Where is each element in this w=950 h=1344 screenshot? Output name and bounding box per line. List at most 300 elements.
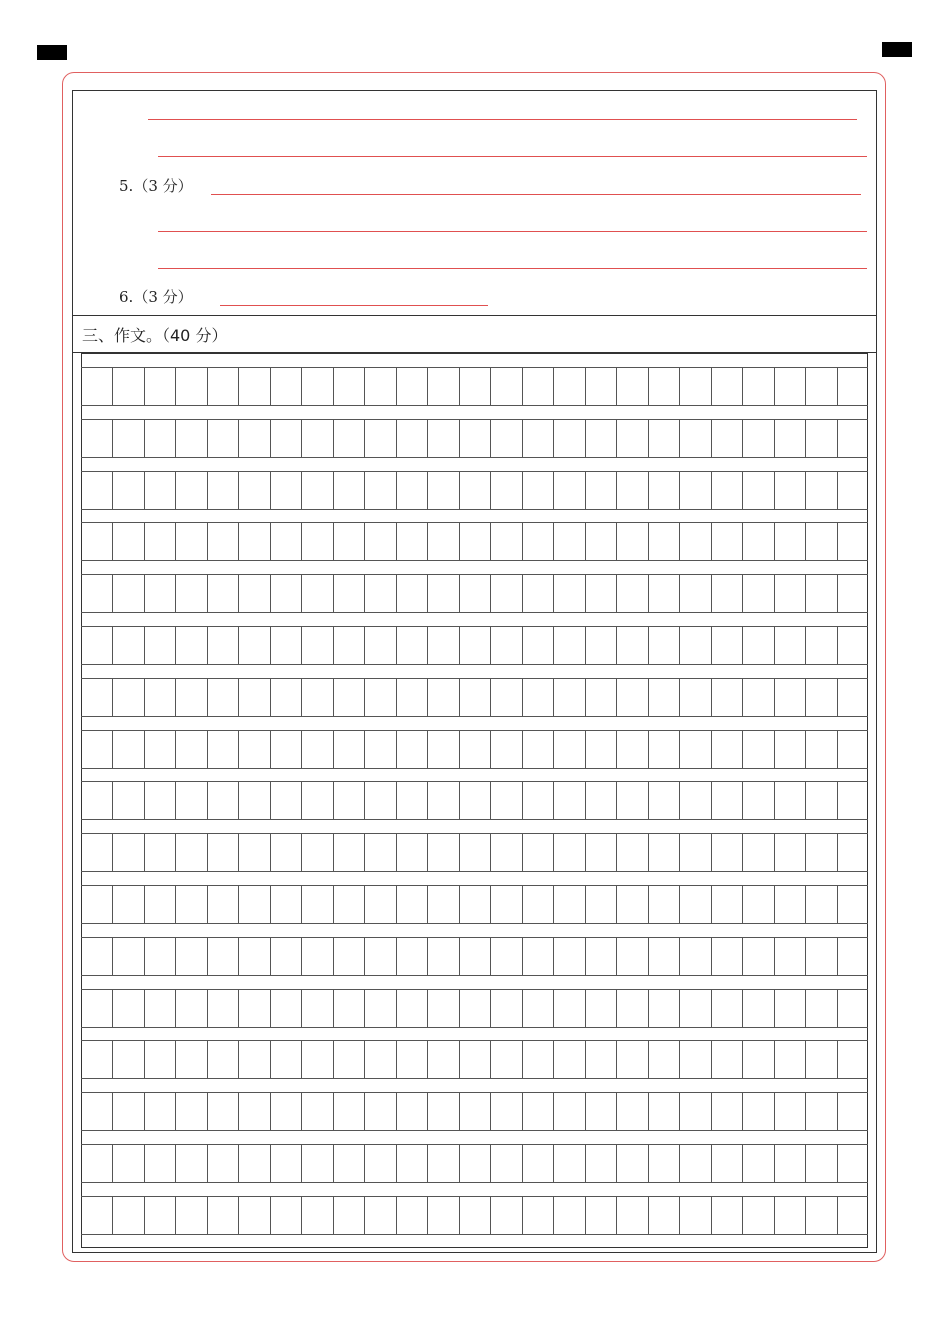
grid-cell-divider bbox=[553, 472, 554, 509]
grid-row[interactable] bbox=[81, 367, 868, 406]
grid-cell-divider bbox=[175, 1145, 176, 1182]
grid-cell-divider bbox=[711, 627, 712, 664]
grid-cell-divider bbox=[742, 1041, 743, 1078]
grid-cell-divider bbox=[175, 523, 176, 560]
grid-cell-divider bbox=[238, 782, 239, 819]
grid-row[interactable] bbox=[81, 937, 868, 976]
grid-cell-divider bbox=[585, 886, 586, 923]
grid-cell-divider bbox=[364, 368, 365, 405]
grid-cell-divider bbox=[207, 1041, 208, 1078]
grid-cell-divider bbox=[616, 679, 617, 716]
grid-cell-divider bbox=[175, 627, 176, 664]
grid-cell-divider bbox=[144, 990, 145, 1027]
grid-cell-divider bbox=[459, 1093, 460, 1130]
grid-cell-divider bbox=[364, 575, 365, 612]
grid-cell-divider bbox=[396, 627, 397, 664]
grid-row[interactable] bbox=[81, 781, 868, 820]
grid-cell-divider bbox=[112, 886, 113, 923]
grid-cell-divider bbox=[238, 990, 239, 1027]
grid-cell-divider bbox=[742, 1197, 743, 1234]
grid-cell-divider bbox=[270, 938, 271, 975]
grid-cell-divider bbox=[679, 782, 680, 819]
grid-cell-divider bbox=[427, 1145, 428, 1182]
grid-cell-divider bbox=[837, 1041, 838, 1078]
grid-row[interactable] bbox=[81, 1144, 868, 1183]
grid-cell-divider bbox=[144, 1145, 145, 1182]
grid-cell-divider bbox=[207, 990, 208, 1027]
grid-cell-divider bbox=[333, 523, 334, 560]
grid-cell-divider bbox=[805, 886, 806, 923]
grid-cell-divider bbox=[364, 731, 365, 768]
question-6-answer-line[interactable] bbox=[220, 305, 488, 306]
grid-cell-divider bbox=[837, 523, 838, 560]
grid-cell-divider bbox=[774, 782, 775, 819]
grid-cell-divider bbox=[805, 834, 806, 871]
grid-cell-divider bbox=[774, 679, 775, 716]
grid-cell-divider bbox=[742, 731, 743, 768]
grid-cell-divider bbox=[837, 1145, 838, 1182]
grid-cell-divider bbox=[427, 834, 428, 871]
grid-cell-divider bbox=[585, 938, 586, 975]
grid-cell-divider bbox=[175, 420, 176, 457]
grid-cell-divider bbox=[364, 1145, 365, 1182]
grid-cell-divider bbox=[238, 1041, 239, 1078]
grid-cell-divider bbox=[616, 886, 617, 923]
grid-cell-divider bbox=[585, 679, 586, 716]
grid-cell-divider bbox=[207, 938, 208, 975]
grid-cell-divider bbox=[490, 938, 491, 975]
grid-cell-divider bbox=[396, 886, 397, 923]
grid-row[interactable] bbox=[81, 678, 868, 717]
grid-cell-divider bbox=[711, 1197, 712, 1234]
grid-cell-divider bbox=[112, 575, 113, 612]
grid-cell-divider bbox=[459, 1145, 460, 1182]
grid-cell-divider bbox=[144, 938, 145, 975]
grid-row[interactable] bbox=[81, 522, 868, 561]
grid-cell-divider bbox=[837, 472, 838, 509]
grid-cell-divider bbox=[553, 368, 554, 405]
grid-cell-divider bbox=[616, 627, 617, 664]
grid-cell-divider bbox=[522, 1041, 523, 1078]
grid-cell-divider bbox=[585, 368, 586, 405]
grid-cell-divider bbox=[522, 782, 523, 819]
grid-cell-divider bbox=[679, 523, 680, 560]
grid-cell-divider bbox=[112, 1145, 113, 1182]
grid-cell-divider bbox=[553, 1093, 554, 1130]
grid-cell-divider bbox=[648, 523, 649, 560]
grid-cell-divider bbox=[270, 782, 271, 819]
grid-cell-divider bbox=[238, 938, 239, 975]
grid-cell-divider bbox=[427, 679, 428, 716]
grid-cell-divider bbox=[837, 679, 838, 716]
grid-cell-divider bbox=[774, 1041, 775, 1078]
grid-cell-divider bbox=[522, 990, 523, 1027]
grid-cell-divider bbox=[301, 1145, 302, 1182]
grid-cell-divider bbox=[427, 1093, 428, 1130]
grid-cell-divider bbox=[648, 1093, 649, 1130]
grid-cell-divider bbox=[522, 368, 523, 405]
grid-cell-divider bbox=[490, 679, 491, 716]
grid-cell-divider bbox=[238, 627, 239, 664]
grid-cell-divider bbox=[805, 523, 806, 560]
question-5-answer-line[interactable] bbox=[158, 268, 867, 269]
grid-cell-divider bbox=[207, 420, 208, 457]
grid-cell-divider bbox=[396, 368, 397, 405]
grid-row[interactable] bbox=[81, 989, 868, 1028]
grid-cell-divider bbox=[711, 368, 712, 405]
grid-cell-divider bbox=[207, 523, 208, 560]
grid-cell-divider bbox=[144, 523, 145, 560]
grid-cell-divider bbox=[112, 368, 113, 405]
grid-cell-divider bbox=[459, 472, 460, 509]
grid-cell-divider bbox=[238, 472, 239, 509]
grid-cell-divider bbox=[774, 523, 775, 560]
grid-cell-divider bbox=[270, 523, 271, 560]
question-5-answer-line[interactable] bbox=[211, 194, 861, 195]
grid-cell-divider bbox=[207, 834, 208, 871]
answer-line[interactable] bbox=[158, 156, 867, 157]
grid-cell-divider bbox=[490, 420, 491, 457]
grid-cell-divider bbox=[648, 575, 649, 612]
grid-cell-divider bbox=[364, 1041, 365, 1078]
grid-cell-divider bbox=[396, 472, 397, 509]
grid-cell-divider bbox=[207, 731, 208, 768]
grid-cell-divider bbox=[301, 782, 302, 819]
grid-cell-divider bbox=[301, 1041, 302, 1078]
grid-cell-divider bbox=[427, 420, 428, 457]
grid-cell-divider bbox=[774, 1145, 775, 1182]
grid-cell-divider bbox=[585, 472, 586, 509]
grid-cell-divider bbox=[144, 679, 145, 716]
grid-cell-divider bbox=[333, 1197, 334, 1234]
grid-cell-divider bbox=[459, 523, 460, 560]
grid-cell-divider bbox=[333, 834, 334, 871]
grid-cell-divider bbox=[270, 1197, 271, 1234]
question-score: （3 分） bbox=[133, 177, 193, 195]
grid-cell-divider bbox=[490, 886, 491, 923]
grid-cell-divider bbox=[522, 1197, 523, 1234]
grid-cell-divider bbox=[270, 575, 271, 612]
grid-row[interactable] bbox=[81, 471, 868, 510]
grid-cell-divider bbox=[301, 834, 302, 871]
grid-cell-divider bbox=[112, 1197, 113, 1234]
grid-cell-divider bbox=[679, 472, 680, 509]
grid-cell-divider bbox=[490, 472, 491, 509]
grid-cell-divider bbox=[238, 1145, 239, 1182]
grid-cell-divider bbox=[648, 1197, 649, 1234]
grid-cell-divider bbox=[742, 782, 743, 819]
grid-cell-divider bbox=[270, 990, 271, 1027]
grid-cell-divider bbox=[207, 782, 208, 819]
grid-row[interactable] bbox=[81, 626, 868, 665]
grid-cell-divider bbox=[553, 1197, 554, 1234]
grid-cell-divider bbox=[396, 938, 397, 975]
grid-cell-divider bbox=[711, 523, 712, 560]
grid-cell-divider bbox=[364, 938, 365, 975]
grid-cell-divider bbox=[459, 368, 460, 405]
grid-cell-divider bbox=[648, 1041, 649, 1078]
grid-cell-divider bbox=[364, 523, 365, 560]
grid-cell-divider bbox=[175, 1041, 176, 1078]
grid-cell-divider bbox=[112, 523, 113, 560]
grid-cell-divider bbox=[238, 1093, 239, 1130]
grid-cell-divider bbox=[333, 1041, 334, 1078]
grid-cell-divider bbox=[742, 472, 743, 509]
grid-cell-divider bbox=[585, 731, 586, 768]
grid-cell-divider bbox=[490, 523, 491, 560]
grid-cell-divider bbox=[427, 472, 428, 509]
grid-cell-divider bbox=[711, 990, 712, 1027]
grid-cell-divider bbox=[396, 420, 397, 457]
grid-cell-divider bbox=[585, 1197, 586, 1234]
grid-cell-divider bbox=[207, 679, 208, 716]
grid-cell-divider bbox=[270, 420, 271, 457]
grid-cell-divider bbox=[490, 627, 491, 664]
grid-cell-divider bbox=[742, 368, 743, 405]
grid-cell-divider bbox=[207, 575, 208, 612]
grid-cell-divider bbox=[301, 886, 302, 923]
grid-cell-divider bbox=[805, 782, 806, 819]
grid-cell-divider bbox=[490, 731, 491, 768]
question-number: 6. bbox=[119, 288, 134, 306]
grid-cell-divider bbox=[175, 731, 176, 768]
grid-cell-divider bbox=[459, 1041, 460, 1078]
grid-cell-divider bbox=[270, 368, 271, 405]
grid-cell-divider bbox=[301, 1197, 302, 1234]
grid-cell-divider bbox=[616, 575, 617, 612]
grid-row[interactable] bbox=[81, 1040, 868, 1079]
grid-cell-divider bbox=[585, 990, 586, 1027]
grid-cell-divider bbox=[837, 938, 838, 975]
grid-cell-divider bbox=[711, 420, 712, 457]
grid-cell-divider bbox=[711, 1093, 712, 1130]
grid-cell-divider bbox=[553, 731, 554, 768]
grid-cell-divider bbox=[648, 679, 649, 716]
grid-cell-divider bbox=[301, 627, 302, 664]
grid-cell-divider bbox=[364, 782, 365, 819]
grid-row[interactable] bbox=[81, 1092, 868, 1131]
grid-cell-divider bbox=[301, 368, 302, 405]
grid-cell-divider bbox=[616, 1145, 617, 1182]
question-5-answer-line[interactable] bbox=[158, 231, 867, 232]
grid-cell-divider bbox=[711, 1145, 712, 1182]
alignment-marker-right bbox=[882, 42, 912, 57]
grid-cell-divider bbox=[175, 938, 176, 975]
grid-cell-divider bbox=[144, 472, 145, 509]
grid-cell-divider bbox=[333, 1145, 334, 1182]
grid-cell-divider bbox=[270, 886, 271, 923]
grid-cell-divider bbox=[648, 627, 649, 664]
grid-cell-divider bbox=[742, 834, 743, 871]
grid-cell-divider bbox=[396, 731, 397, 768]
grid-cell-divider bbox=[207, 368, 208, 405]
grid-cell-divider bbox=[301, 990, 302, 1027]
alignment-marker-left bbox=[37, 45, 67, 60]
grid-cell-divider bbox=[364, 834, 365, 871]
grid-cell-divider bbox=[616, 834, 617, 871]
grid-cell-divider bbox=[805, 368, 806, 405]
grid-cell-divider bbox=[679, 1145, 680, 1182]
grid-cell-divider bbox=[396, 575, 397, 612]
grid-cell-divider bbox=[333, 472, 334, 509]
grid-cell-divider bbox=[112, 834, 113, 871]
grid-cell-divider bbox=[144, 731, 145, 768]
grid-cell-divider bbox=[396, 1145, 397, 1182]
grid-cell-divider bbox=[238, 523, 239, 560]
grid-cell-divider bbox=[585, 1041, 586, 1078]
grid-cell-divider bbox=[774, 627, 775, 664]
grid-cell-divider bbox=[459, 627, 460, 664]
grid-cell-divider bbox=[679, 834, 680, 871]
grid-cell-divider bbox=[805, 1041, 806, 1078]
grid-cell-divider bbox=[522, 523, 523, 560]
grid-cell-divider bbox=[333, 627, 334, 664]
grid-cell-divider bbox=[774, 834, 775, 871]
grid-cell-divider bbox=[112, 627, 113, 664]
grid-cell-divider bbox=[679, 1041, 680, 1078]
grid-cell-divider bbox=[648, 938, 649, 975]
grid-cell-divider bbox=[270, 1145, 271, 1182]
grid-cell-divider bbox=[679, 990, 680, 1027]
grid-row[interactable] bbox=[81, 574, 868, 613]
grid-cell-divider bbox=[427, 731, 428, 768]
grid-cell-divider bbox=[774, 990, 775, 1027]
grid-cell-divider bbox=[553, 679, 554, 716]
grid-cell-divider bbox=[805, 420, 806, 457]
grid-cell-divider bbox=[742, 627, 743, 664]
grid-cell-divider bbox=[648, 886, 649, 923]
grid-cell-divider bbox=[522, 627, 523, 664]
grid-cell-divider bbox=[648, 731, 649, 768]
grid-cell-divider bbox=[837, 834, 838, 871]
grid-cell-divider bbox=[301, 679, 302, 716]
grid-cell-divider bbox=[396, 1041, 397, 1078]
grid-cell-divider bbox=[774, 1093, 775, 1130]
grid-cell-divider bbox=[144, 834, 145, 871]
grid-cell-divider bbox=[364, 627, 365, 664]
grid-cell-divider bbox=[585, 1145, 586, 1182]
grid-cell-divider bbox=[742, 523, 743, 560]
grid-cell-divider bbox=[742, 1093, 743, 1130]
grid-cell-divider bbox=[459, 938, 460, 975]
grid-cell-divider bbox=[522, 731, 523, 768]
grid-cell-divider bbox=[459, 420, 460, 457]
section-3-title: 三、作文。（40 分） bbox=[82, 326, 228, 345]
grid-cell-divider bbox=[144, 368, 145, 405]
grid-cell-divider bbox=[396, 990, 397, 1027]
grid-cell-divider bbox=[553, 523, 554, 560]
grid-cell-divider bbox=[144, 1197, 145, 1234]
grid-cell-divider bbox=[585, 627, 586, 664]
grid-cell-divider bbox=[333, 420, 334, 457]
grid-row[interactable] bbox=[81, 833, 868, 872]
grid-row[interactable] bbox=[81, 885, 868, 924]
grid-cell-divider bbox=[238, 731, 239, 768]
answer-line[interactable] bbox=[148, 119, 857, 120]
grid-cell-divider bbox=[490, 990, 491, 1027]
grid-cell-divider bbox=[490, 1197, 491, 1234]
grid-cell-divider bbox=[270, 627, 271, 664]
grid-cell-divider bbox=[553, 1145, 554, 1182]
grid-cell-divider bbox=[837, 990, 838, 1027]
grid-cell-divider bbox=[522, 938, 523, 975]
grid-cell-divider bbox=[742, 990, 743, 1027]
grid-cell-divider bbox=[364, 1093, 365, 1130]
grid-cell-divider bbox=[459, 990, 460, 1027]
grid-cell-divider bbox=[270, 679, 271, 716]
grid-cell-divider bbox=[648, 420, 649, 457]
grid-cell-divider bbox=[427, 523, 428, 560]
grid-cell-divider bbox=[333, 575, 334, 612]
grid-cell-divider bbox=[396, 1197, 397, 1234]
grid-cell-divider bbox=[144, 1093, 145, 1130]
grid-cell-divider bbox=[364, 886, 365, 923]
grid-cell-divider bbox=[144, 420, 145, 457]
grid-cell-divider bbox=[616, 523, 617, 560]
grid-cell-divider bbox=[490, 782, 491, 819]
grid-cell-divider bbox=[490, 368, 491, 405]
grid-cell-divider bbox=[175, 782, 176, 819]
grid-cell-divider bbox=[427, 1197, 428, 1234]
grid-cell-divider bbox=[648, 1145, 649, 1182]
grid-cell-divider bbox=[585, 575, 586, 612]
grid-cell-divider bbox=[805, 1145, 806, 1182]
grid-cell-divider bbox=[238, 834, 239, 871]
grid-cell-divider bbox=[648, 782, 649, 819]
grid-cell-divider bbox=[207, 627, 208, 664]
grid-row[interactable] bbox=[81, 1196, 868, 1235]
grid-cell-divider bbox=[364, 1197, 365, 1234]
grid-cell-divider bbox=[522, 886, 523, 923]
grid-cell-divider bbox=[774, 420, 775, 457]
grid-cell-divider bbox=[553, 627, 554, 664]
grid-cell-divider bbox=[616, 368, 617, 405]
grid-cell-divider bbox=[112, 472, 113, 509]
grid-cell-divider bbox=[112, 1041, 113, 1078]
grid-cell-divider bbox=[144, 782, 145, 819]
grid-cell-divider bbox=[333, 731, 334, 768]
grid-cell-divider bbox=[837, 782, 838, 819]
grid-cell-divider bbox=[774, 368, 775, 405]
grid-cell-divider bbox=[837, 420, 838, 457]
grid-cell-divider bbox=[364, 679, 365, 716]
grid-cell-divider bbox=[616, 731, 617, 768]
grid-cell-divider bbox=[490, 1093, 491, 1130]
grid-cell-divider bbox=[774, 472, 775, 509]
grid-cell-divider bbox=[711, 679, 712, 716]
grid-cell-divider bbox=[711, 782, 712, 819]
grid-row[interactable] bbox=[81, 730, 868, 769]
grid-cell-divider bbox=[238, 368, 239, 405]
grid-row[interactable] bbox=[81, 419, 868, 458]
grid-cell-divider bbox=[679, 731, 680, 768]
grid-cell-divider bbox=[585, 1093, 586, 1130]
grid-cell-divider bbox=[396, 782, 397, 819]
grid-cell-divider bbox=[427, 368, 428, 405]
grid-cell-divider bbox=[175, 886, 176, 923]
grid-cell-divider bbox=[333, 368, 334, 405]
question-number: 5. bbox=[119, 177, 134, 195]
grid-cell-divider bbox=[490, 575, 491, 612]
grid-cell-divider bbox=[364, 990, 365, 1027]
grid-cell-divider bbox=[301, 938, 302, 975]
grid-cell-divider bbox=[175, 575, 176, 612]
grid-cell-divider bbox=[553, 420, 554, 457]
grid-cell-divider bbox=[805, 990, 806, 1027]
grid-cell-divider bbox=[774, 1197, 775, 1234]
grid-cell-divider bbox=[427, 990, 428, 1027]
grid-cell-divider bbox=[333, 886, 334, 923]
